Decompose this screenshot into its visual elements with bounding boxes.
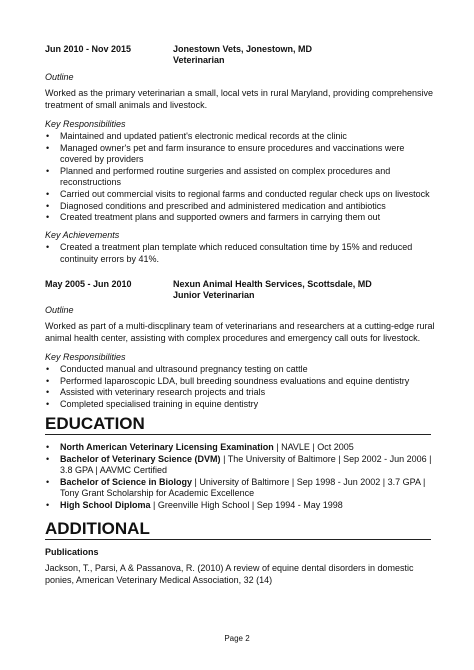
list-item: • Diagnosed conditions and prescribed and administered medication and antibiotics — [45, 201, 435, 213]
job1-responsibilities — [45, 131, 435, 224]
job2-dates: May 2005 - Jun 2010 — [45, 279, 132, 289]
list-item: • Maintained and updated patient's electronic medical records at the clinic — [45, 131, 435, 143]
additional-title: ADDITIONAL — [45, 519, 150, 538]
education-divider — [45, 434, 431, 435]
edu-detail: | University of Baltimore | Sep 1998 - Jun 2002 | 3.7 GPA | Tony Grant Scholarship for Academic Excellence — [60, 476, 426, 499]
list-item: • Managed owner's pet and farm insurance to ensure procedures and vaccinations were covered by providers — [45, 143, 435, 166]
edu-title: High School Diploma — [60, 499, 151, 510]
list-item: • Planned and performed routine surgeries and assisted on complex procedures and reconstructions — [45, 166, 435, 189]
education-title: EDUCATION — [45, 414, 145, 433]
list-item: • Carried out commercial visits to regional farms and conducted regular check ups on livestock — [45, 189, 435, 201]
edu-detail: | NAVLE | Oct 2005 — [273, 442, 354, 452]
list-item: • Assisted with veterinary research projects and trials — [45, 387, 435, 399]
list-item — [45, 500, 435, 512]
publications-label: Publications — [45, 547, 99, 557]
education-list — [45, 442, 435, 512]
additional-divider — [45, 539, 431, 540]
job2-resp-label: Key Responsibilities — [45, 352, 126, 362]
job1-role: Veterinarian — [173, 55, 225, 65]
job2-outline: Worked as part of a multi-discplinary team of veterinarians and researchers at a cutting-edge rural animal health center, assisting with complex procedures and emergency call outs for livestock. — [45, 321, 435, 343]
edu-title: Bachelor of Science in Biology — [60, 476, 193, 487]
job1-achievements — [45, 242, 435, 265]
edu-title: Bachelor of Veterinary Science (DVM) — [60, 453, 221, 464]
edu-title: North American Veterinary Licensing Examination — [60, 442, 274, 452]
job2-role: Junior Veterinarian — [173, 290, 255, 300]
job1-resp-label: Key Responsibilities — [45, 119, 126, 129]
edu-detail: | Greenville High School | Sep 1994 - May 1998 — [150, 499, 343, 510]
list-item — [45, 454, 435, 477]
job2-outline-label: Outline — [45, 305, 74, 315]
job1-org: Jonestown Vets, Jonestown, MD — [173, 44, 313, 54]
job1-dates: Jun 2010 - Nov 2015 — [45, 44, 132, 54]
list-item: • Performed laparoscopic LDA, bull breeding soundness evaluations and equine dentistry — [45, 376, 435, 388]
job1-outline: Worked as the primary veterinarian a small, local vets in rural Maryland, providing comprehensive treatment of small animals and livestock. — [45, 88, 433, 110]
job1-ach-label: Key Achievements — [45, 230, 120, 240]
list-item — [45, 477, 435, 500]
publication-entry: Jackson, T., Parsi, A & Passanova, R. (2010) A review of equine dental disorders in domestic ponies, American Veterinary Medical Association, 32 (14) — [45, 563, 414, 585]
list-item: • Completed specialised training in equine dentistry — [45, 399, 435, 411]
list-item: • Conducted manual and ultrasound pregnancy testing on cattle — [45, 364, 435, 376]
list-item: • Created treatment plans and supported owners and farmers in carrying them out — [45, 212, 435, 224]
job2-org: Nexun Animal Health Services, Scottsdale, MD — [173, 279, 372, 289]
list-item: • Created a treatment plan template which reduced consultation time by 15% and reduced continuity errors by 41%. — [45, 242, 435, 265]
edu-detail: | The University of Baltimore | Sep 2002 - Jun 2006 | 3.8 GPA | AAVMC Certified — [60, 453, 432, 476]
job1-outline-label: Outline — [45, 72, 74, 82]
list-item — [45, 442, 435, 454]
page-number: Page 2 — [224, 634, 250, 643]
job2-responsibilities — [45, 364, 435, 410]
